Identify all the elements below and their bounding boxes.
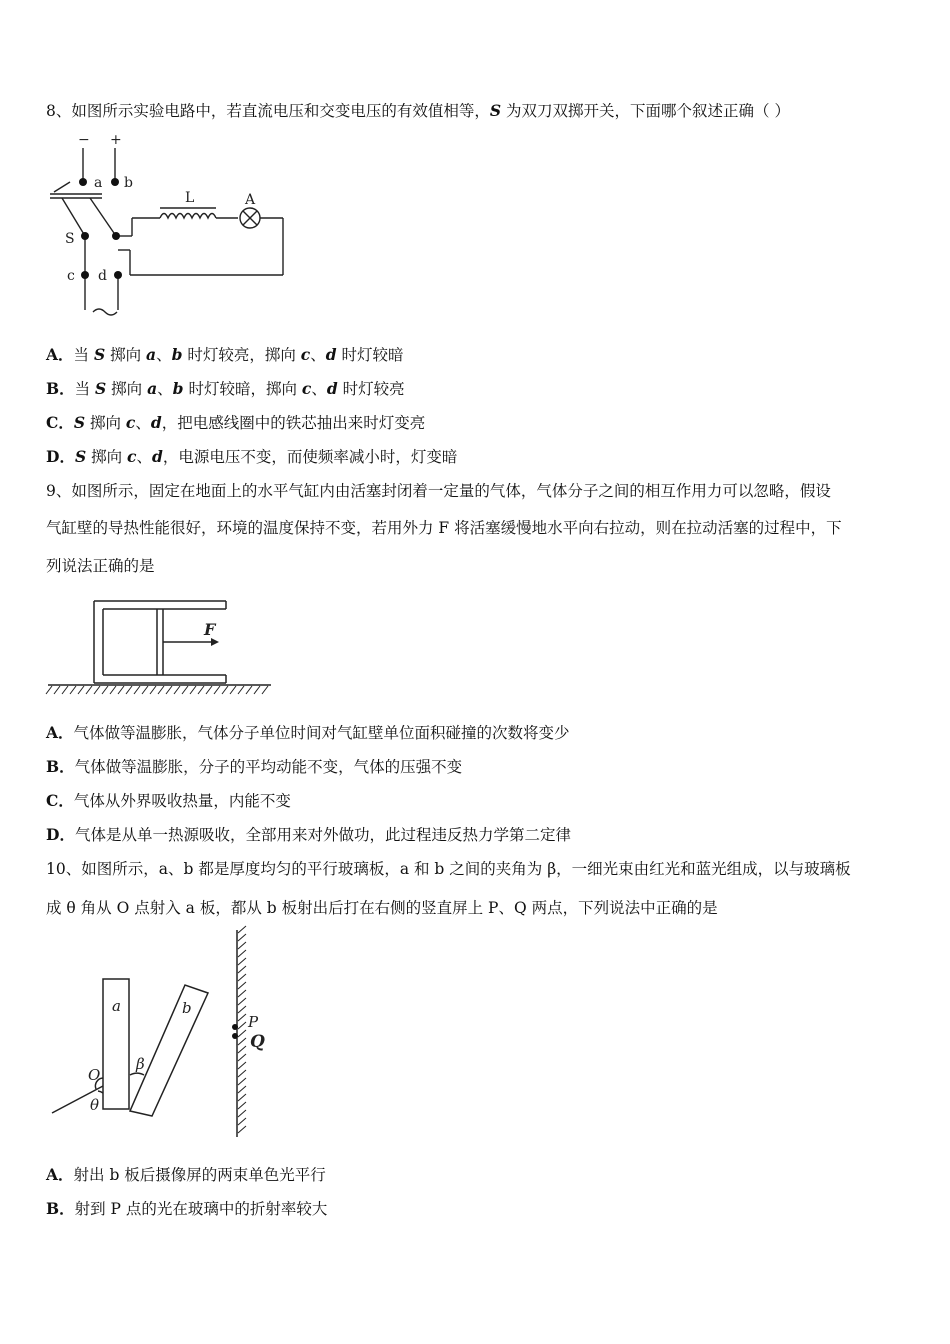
- q10-number: 10、: [46, 860, 82, 878]
- q8-option-d[interactable]: D．S 掷向 c、d，电源电压不变，而使频率减小时，灯变暗: [46, 447, 458, 466]
- q9-option-b[interactable]: B．气体做等温膨胀，分子的平均动能不变，气体的压强不变: [46, 757, 463, 776]
- q8-a-label: a: [94, 175, 103, 191]
- q10-beta-label: β: [136, 1055, 145, 1073]
- q8-c-label: c: [67, 268, 75, 284]
- q10-option-b[interactable]: B．射到 P 点的光在玻璃中的折射率较大: [46, 1199, 328, 1218]
- q9-stem-line3: 列说法正确的是: [46, 557, 155, 575]
- q8-option-c[interactable]: C．S 掷向 c、d，把电感线圈中的铁芯抽出来时灯变亮: [46, 413, 426, 432]
- q10-O-label: O: [88, 1066, 101, 1084]
- q8-circuit-figure: [40, 130, 300, 320]
- q8-b-label: b: [124, 175, 133, 191]
- q8-d-label: d: [98, 268, 107, 284]
- q9-number: 9、: [46, 482, 72, 500]
- q10-b-label: b: [182, 999, 192, 1017]
- q8-option-a[interactable]: A．当 S 掷向 a、b 时灯较亮，掷向 c、d 时灯较暗: [46, 345, 404, 364]
- q9-cylinder-figure: [46, 595, 276, 705]
- q9-stem-line1: 9、如图所示，固定在地面上的水平气缸内由活塞封闭着一定量的气体，气体分子之间的相互作用力可以忽略，假设: [46, 482, 831, 500]
- q10-glass-plates-figure: [46, 925, 286, 1145]
- q10-stem-line2: 成 θ 角从 O 点射入 a 板，都从 b 板射出后打在右侧的竖直屏上 P、Q 两点，下列说法中正确的是: [46, 899, 718, 917]
- q10-theta-label: θ: [90, 1096, 100, 1114]
- q8-stem: 8、如图所示实验电路中，若直流电压和交变电压的有效值相等，S 为双刀双掷开关，下面哪个叙述正确（ ）: [46, 101, 790, 120]
- q8-plus-label: +: [110, 132, 122, 148]
- q8-S-label: S: [65, 231, 75, 247]
- q10-P-label: P: [248, 1013, 259, 1031]
- q10-stem-line1: 10、如图所示，a、b 都是厚度均匀的平行玻璃板，a 和 b 之间的夹角为 β，一细光束由红光和蓝光组成，以与玻璃板: [46, 860, 851, 878]
- q10-Q-label: Q: [250, 1032, 265, 1052]
- q8-number: 8、: [46, 102, 72, 120]
- q9-stem-line2: 气缸壁的导热性能很好，环境的温度保持不变，若用外力 F 将活塞缓慢地水平向右拉动，则在拉动活塞的过程中，下: [46, 519, 842, 537]
- q10-a-label: a: [112, 997, 121, 1015]
- q9-option-d[interactable]: D．气体是从单一热源吸收，全部用来对外做功，此过程违反热力学第二定律: [46, 825, 571, 844]
- q10-option-a[interactable]: A．射出 b 板后摄像屏的两束单色光平行: [46, 1165, 326, 1184]
- q8-minus-label: −: [78, 132, 90, 148]
- q9-option-c[interactable]: C．气体从外界吸收热量，内能不变: [46, 791, 291, 810]
- q9-F-label: F: [204, 620, 216, 639]
- q8-option-b[interactable]: B．当 S 掷向 a、b 时灯较暗，掷向 c、d 时灯较亮: [46, 379, 405, 398]
- q8-A-label: A: [245, 192, 256, 208]
- q9-option-a[interactable]: A．气体做等温膨胀，气体分子单位时间对气缸壁单位面积碰撞的次数将变少: [46, 723, 570, 742]
- q8-L-label: L: [185, 190, 195, 206]
